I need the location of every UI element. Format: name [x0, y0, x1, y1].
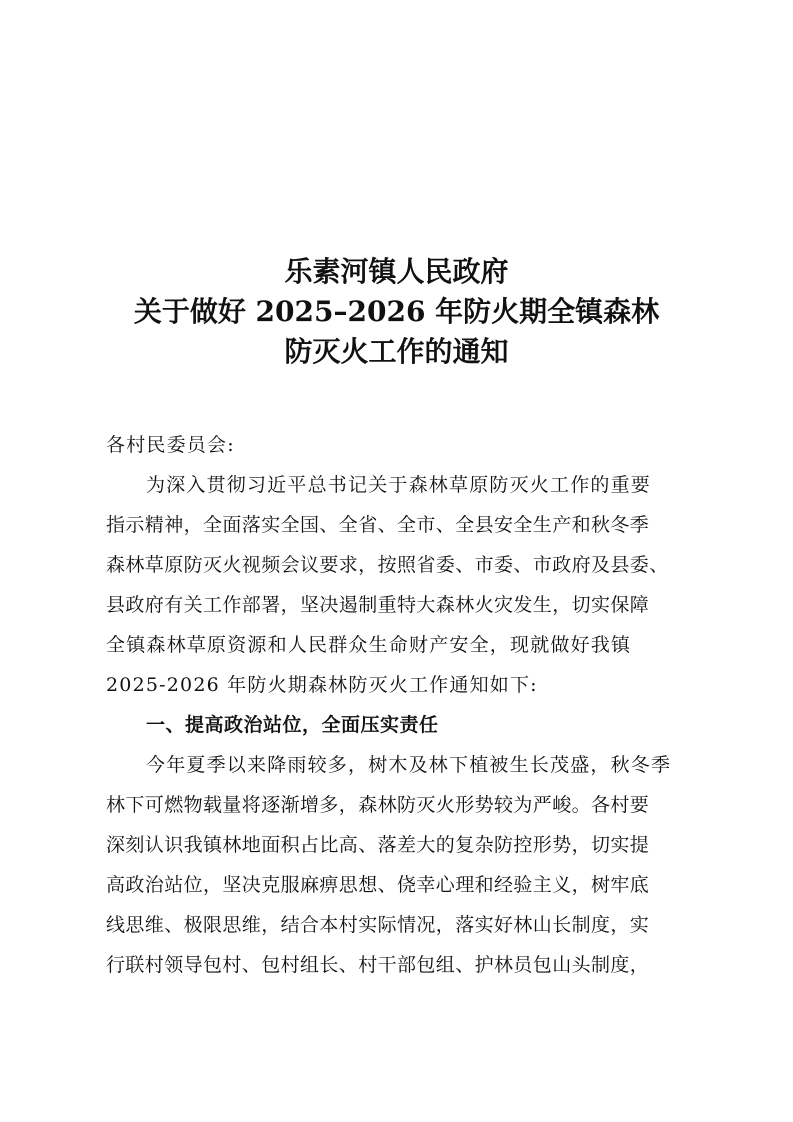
- document-title: [0, 252, 793, 372]
- title-line-issuer: 乐素河镇人民政府: [284, 255, 509, 288]
- paragraph-line: 林下可燃物载量将逐渐增多，森林防灭火形势较为严峻。各村要: [106, 794, 650, 816]
- section-heading: 一、提高政治站位，全面压实责任: [146, 714, 439, 736]
- paragraph-section-1: [106, 745, 692, 985]
- title-line-subject: 关于做好 2025–2026 年防火期全镇森林: [133, 295, 660, 328]
- paragraph-line: 为深入贯彻习近平总书记关于森林草原防灭火工作的重要: [146, 474, 652, 496]
- salutation: 各村民委员会:: [106, 434, 235, 456]
- paragraph-line: 行联村领导包村、包村组长、村干部包组、护林员包山头制度，: [106, 954, 650, 976]
- paragraph-line: 全镇森林草原资源和人民群众生命财产安全，现就做好我镇: [106, 634, 632, 656]
- title-line-notice: 防灭火工作的通知: [284, 335, 509, 368]
- paragraph-line: 2025-2026 年防火期森林防灭火工作通知如下:: [106, 674, 538, 696]
- document-body: [106, 425, 692, 985]
- paragraph-line: 线思维、极限思维，结合本村实际情况，落实好林山长制度，实: [106, 914, 650, 936]
- paragraph-intro: [106, 465, 692, 705]
- paragraph-line: 森林草原防灭火视频会议要求，按照省委、市委、市政府及县委、: [106, 554, 669, 576]
- paragraph-line: 深刻认识我镇林地面积占比高、落差大的复杂防控形势，切实提: [106, 834, 650, 856]
- paragraph-line: 今年夏季以来降雨较多，树木及林下植被生长茂盛，秋冬季: [146, 754, 672, 776]
- paragraph-line: 县政府有关工作部署，坚决遏制重特大森林火灾发生，切实保障: [106, 594, 650, 616]
- paragraph-line: 指示精神，全面落实全国、全省、全市、全县安全生产和秋冬季: [106, 514, 650, 536]
- paragraph-line: 高政治站位，坚决克服麻痹思想、侥幸心理和经验主义，树牢底: [106, 874, 650, 896]
